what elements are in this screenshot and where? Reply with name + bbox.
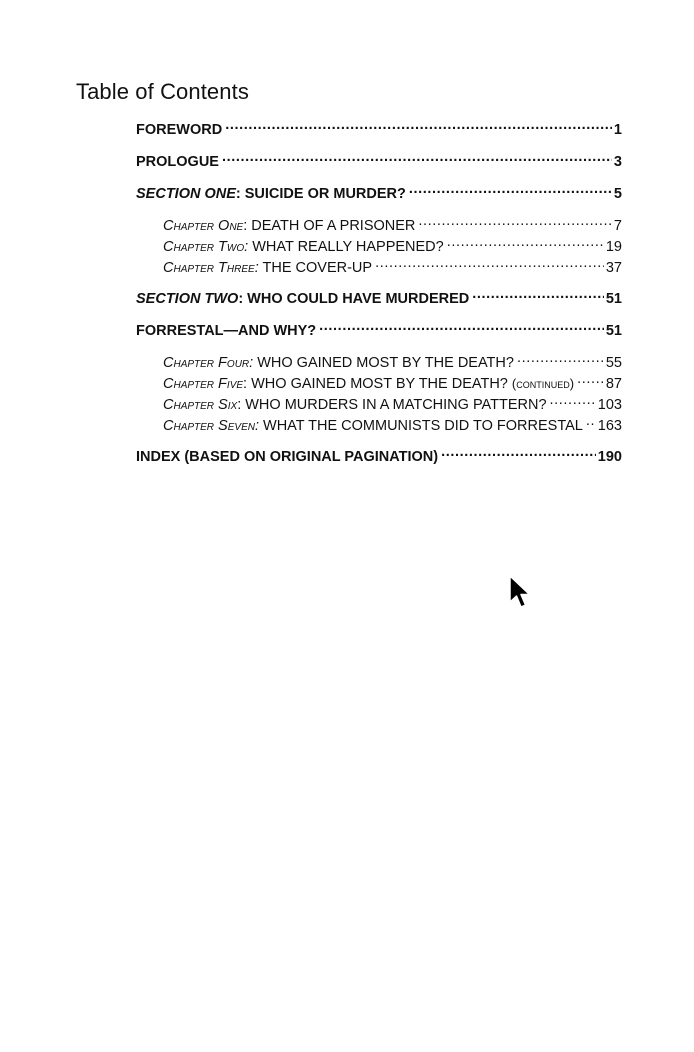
toc-entry-chapter-four[interactable] [163,352,622,373]
chapter-title: : WHO MURDERS IN A MATCHING PATTERN? [237,396,547,413]
toc-entry-index[interactable] [136,446,622,468]
section-prefix: SECTION ONE [136,186,236,202]
dot-leader [319,321,604,336]
toc-entry-chapter-two[interactable] [163,236,622,257]
chapter-prefix: Chapter Six [163,396,238,413]
toc-entry-page: 163 [597,417,622,434]
chapter-prefix: Chapter Two: [163,238,249,255]
toc-entry-page: 190 [597,449,622,465]
toc-entry-page: 7 [613,217,622,234]
toc-entry-chapter-three[interactable] [163,257,622,278]
arrow-pointer-icon [508,575,532,611]
toc-entry-title [163,353,514,374]
chapter-title: : DEATH OF A PRISONER [243,217,416,234]
toc-entry-foreword[interactable] [136,119,622,141]
toc-heading: Table of Contents [76,79,249,104]
toc-entry-title [136,183,406,205]
dot-leader [447,236,604,251]
chapter-prefix: Chapter One [163,217,244,234]
dot-leader [222,152,612,167]
toc-entry-page: 37 [605,259,622,276]
toc-entry-forrestal[interactable] [136,320,622,342]
toc-entry-page: 51 [605,323,622,339]
toc-entry-page: 1 [613,122,622,138]
toc-entry-page: 87 [605,376,622,392]
dot-leader [577,374,604,389]
toc-entry-title [163,216,415,237]
dot-leader [409,184,612,199]
dot-leader [550,394,596,409]
table-of-contents [136,119,622,468]
toc-entry-title [163,258,372,279]
toc-entry-title: INDEX (BASED ON ORIGINAL PAGINATION) [136,449,439,465]
section-title: : SUICIDE OR MURDER? [235,186,406,202]
toc-entry-title: FOREWORD [136,122,223,138]
toc-entry-page: 5 [613,186,622,202]
chapter-prefix: Chapter Seven: [163,417,259,434]
toc-entry-section-two[interactable] [136,288,622,310]
dot-leader [472,289,604,304]
chapter-title: : WHO GAINED MOST BY THE DEATH? [243,376,512,392]
toc-entry-section-one[interactable] [136,183,622,205]
chapter-prefix: Chapter Three: [163,259,259,276]
chapter-title: WHAT THE COMMUNISTS DID TO FORRESTAL [259,417,583,434]
toc-entry-title [163,373,574,394]
toc-entry-page: 55 [605,354,622,371]
toc-entry-title: PROLOGUE [136,154,219,170]
toc-entry-title: FORRESTAL—AND WHY? [136,323,317,339]
section-title: : WHO COULD HAVE MURDERED [238,291,470,307]
toc-entry-page: 103 [597,396,622,413]
toc-entry-page: 3 [613,154,622,170]
toc-entry-chapter-five[interactable] [163,373,622,394]
dot-leader [441,447,596,462]
dot-leader [517,352,604,367]
toc-entry-chapter-one[interactable] [163,215,622,236]
dot-leader [225,120,612,135]
dot-leader [375,257,604,272]
dot-leader [586,415,596,430]
toc-entry-chapter-six[interactable] [163,394,622,415]
toc-entry-title [136,288,469,310]
toc-entry-title [163,395,547,416]
chapter-prefix: Chapter Four: [163,354,254,371]
toc-entry-title [163,416,583,437]
chapter-title: WHO GAINED MOST BY THE DEATH? [253,354,514,371]
section-prefix: SECTION TWO [136,291,239,307]
dot-leader [418,215,612,230]
toc-entry-prologue[interactable] [136,151,622,173]
chapter-suffix: (continued) [511,376,575,391]
toc-entry-title [163,237,444,258]
chapter-prefix: Chapter Five [163,376,244,392]
chapter-title: WHAT REALLY HAPPENED? [248,238,444,255]
chapter-title: THE COVER-UP [258,259,373,276]
toc-entry-chapter-seven[interactable] [163,415,622,436]
toc-entry-page: 19 [605,238,622,255]
toc-entry-page: 51 [605,291,622,307]
